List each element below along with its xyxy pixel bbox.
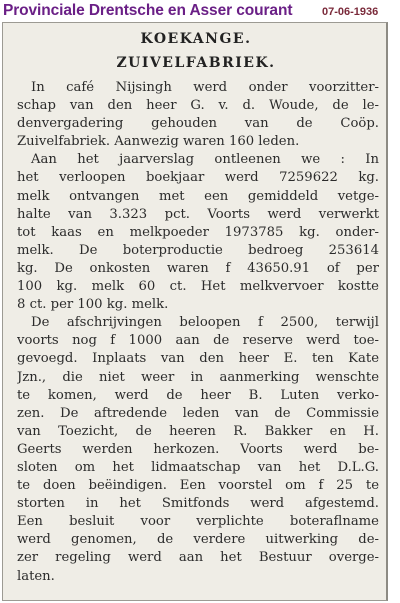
article-line: halte van 3.323 pct. Voorts werd verwerkt: [17, 206, 379, 222]
publication-date: 07-06-1936: [322, 6, 379, 18]
article-line: storten in het Smitfonds werd afgestemd.: [17, 496, 379, 512]
article-title: ZUIVELFABRIEK.: [116, 55, 276, 71]
article-line: denvergadering gehouden van de Coöp.: [17, 116, 379, 132]
newspaper-name: Provinciale Drentsche en Asser courant: [3, 2, 293, 19]
article-line: De afschrijvingen beloopen f 2500, terwijl: [31, 315, 379, 331]
article-line: laten.: [17, 568, 55, 584]
article-line: sloten om het lidmaatschap van het D.L.G.: [17, 459, 379, 475]
article-line: kg. De onkosten waren f 43650.91 of per: [17, 260, 379, 276]
article-line: zen. De aftredende leden van de Commissie: [17, 405, 379, 421]
article-line: gevoegd. Inplaats van den heer E. ten Kate: [17, 351, 379, 367]
article-line: het verloopen boekjaar werd 7259622 kg.: [17, 170, 379, 186]
article-line: van Toezicht, de heeren R. Bakker en H.: [17, 423, 379, 439]
article-line: 8 ct. per 100 kg. melk.: [17, 297, 169, 313]
article-line: Jzn., die niet weer in aanmerking wenschte: [17, 369, 379, 385]
article-line: te komen, werd de heer B. Luten verko-: [17, 387, 379, 403]
article-line: melk. De boterproductie bedroeg 253614: [17, 242, 379, 258]
article-line: 100 kg. melk 60 ct. Het melkvervoer kostte: [17, 279, 379, 295]
article-dateline: KOEKANGE.: [140, 31, 252, 47]
article-line: In café Nijsingh werd onder voorzitter-: [31, 80, 379, 95]
article-line: Een besluit voor verplichte boteraflname: [17, 514, 379, 530]
article-line: melk ontvangen met een gemiddeld vetge-: [17, 188, 379, 204]
article-line: Geerts werden herkozen. Voorts werd be-: [17, 441, 379, 457]
article-line: Aan het jaarverslag ontleenen we : In: [31, 152, 379, 168]
article-line: tot kaas en melkpoeder 1973785 kg. onder-: [17, 224, 379, 240]
article-line: werd genomen, de verdere uitwerking de-: [17, 532, 379, 548]
newspaper-clipping: [2, 22, 388, 601]
article-line: voorts nog f 1000 aan de reserve werd toe-: [17, 333, 379, 349]
article-body: [17, 79, 379, 586]
article-line: schap van den heer G. v. d. Woude, de le-: [17, 98, 379, 114]
newspaper-header: [0, 0, 400, 22]
article-line: te doen beëindigen. Een voorstel om f 25 te: [17, 478, 379, 494]
article-line: Zuivelfabriek. Aanwezig waren 160 leden.: [17, 134, 300, 150]
article-line: zer regeling werd aan het Bestuur overge-: [17, 550, 379, 566]
